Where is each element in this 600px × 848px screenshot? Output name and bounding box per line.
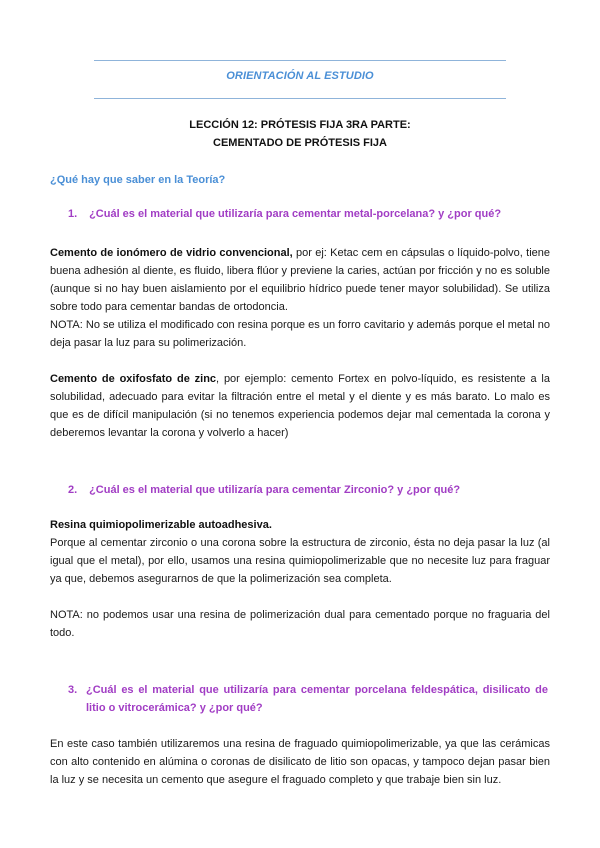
question-3-number: 3. [68,684,78,696]
answer-2-heading [50,516,550,534]
answer-1-body-2: , por ejemplo: cemento Fortex en polvo-líquido, es resistente a la solubilidad, adecuado para evitar la filtración entre el metal y el diente y es más barato. Lo malo es que es de difícil manipulación (si no tenemos experiencia podemos dejar mal cementada la corona y deberemos levantar la corona y volverlo a hacer) [50,373,550,439]
answer-3-paragraph: En este caso también utilizaremos una resina de fraguado quimiopolimerizable, ya que las cerámicas con alto contenido en alúmina o coronas de disilicato de litio son opacas, y tampoco dejan pasar bien la luz y se necesita un cemento que asegure el fraguado completo y que trabaje bien sin luz. [50,738,550,786]
question-2-number: 2. [68,484,78,496]
answer-1-paragraph-1 [50,244,550,316]
answer-1-bold-term: Cemento de ionómero de vidrio convencional, [50,247,293,259]
answer-1-bold-term-2: Cemento de oxifosfato de zinc [50,373,217,385]
top-rule [94,60,506,61]
question-1 [68,205,548,223]
section-heading: ¿Qué hay que saber en la Teoría? [50,174,226,186]
question-1-number: 1. [68,208,78,220]
question-1-text: ¿Cuál es el material que utilizaría para cementar metal-porcelana? y ¿por qué? [89,208,502,220]
answer-2-paragraph: Porque al cementar zirconio o una corona sobre la estructura de zirconio, ésta no deja pasar la luz (al igual que el metal), por ello, usamos una resina quimiopolimerizable que no necesite luz para fraguar ya que, debemos asegurarnos de que la polimerización sea completa. [50,537,550,585]
question-2 [68,481,548,499]
question-2-text: ¿Cuál es el material que utilizaría para cementar Zirconio? y ¿por qué? [89,484,461,496]
lesson-title-line1: LECCIÓN 12: PRÓTESIS FIJA 3RA PARTE: [189,119,411,131]
question-3 [68,681,548,717]
answer-2-bold-heading: Resina quimiopolimerizable autoadhesiva. [50,519,272,531]
answer-2-note: NOTA: no podemos usar una resina de polimerización dual para cementado porque no fraguaria del todo. [50,609,550,639]
answer-1-paragraph-2 [50,370,550,442]
answer-1-body: por ej: Ketac cem en cápsulas o líquido-polvo, tiene buena adhesión al diente, es fluido, libera flúor y previene la caries, actúan por fricción y no es soluble (aunque si no hay buen aislamiento por el equilibrio hídrico puede tener mayor solubilidad). Se utiliza sobre todo para cementar bandas de ortodoncia. [50,247,551,313]
question-3-text: ¿Cuál es el material que utilizaría para cementar porcelana feldespática, disilicato de litio o vitrocerámica? y ¿por qué? [86,684,548,714]
lesson-title-line2: CEMENTADO DE PRÓTESIS FIJA [213,137,387,149]
banner-title: ORIENTACIÓN AL ESTUDIO [226,70,374,82]
bottom-rule [94,98,506,99]
answer-1-note: NOTA: No se utiliza el modificado con resina porque es un forro cavitario y además porque el metal no deja pasar la luz para su polimerización. [50,319,550,349]
